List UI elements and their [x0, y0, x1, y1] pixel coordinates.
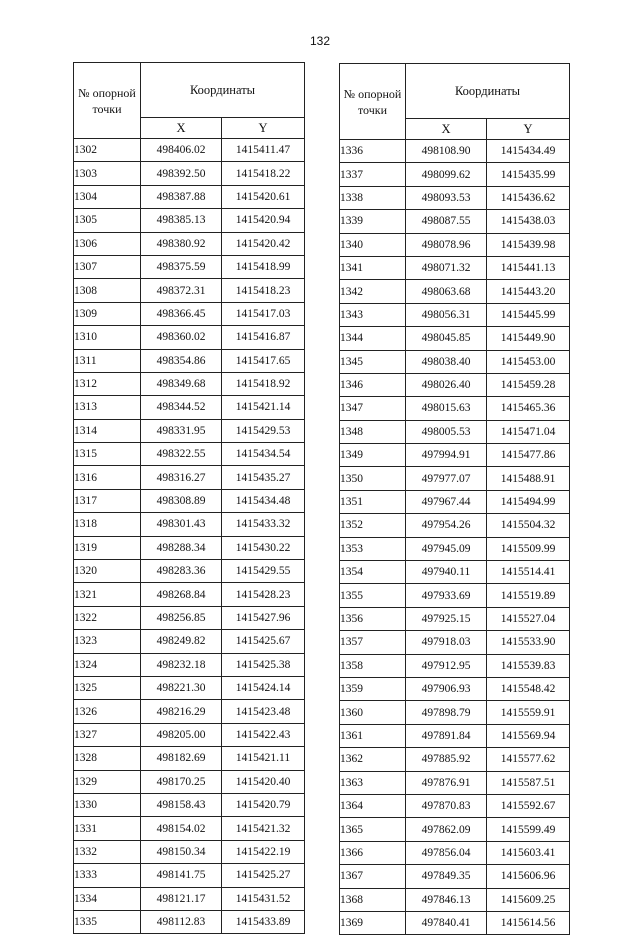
table-row: [340, 514, 570, 537]
y-coordinate-cell: 1415488.91: [487, 467, 570, 490]
point-number-cell: 1324: [74, 653, 141, 676]
table-row: [74, 583, 305, 606]
y-coordinate-cell: 1415519.89: [487, 584, 570, 607]
x-coordinate-cell: 497885.92: [406, 748, 487, 771]
point-number-cell: 1318: [74, 513, 141, 536]
point-number-cell: 1349: [340, 444, 406, 467]
point-number-cell: 1313: [74, 396, 141, 419]
y-coordinate-cell: 1415433.32: [222, 513, 305, 536]
point-number-cell: 1310: [74, 326, 141, 349]
table-row: [74, 349, 305, 372]
point-number-cell: 1330: [74, 793, 141, 816]
table-row: [74, 770, 305, 793]
point-number-cell: 1321: [74, 583, 141, 606]
y-coordinate-cell: 1415418.23: [222, 279, 305, 302]
point-number-cell: 1332: [74, 840, 141, 863]
x-coordinate-cell: 498322.55: [141, 443, 222, 466]
x-coordinate-cell: 497840.41: [406, 911, 487, 934]
x-coordinate-cell: 498268.84: [141, 583, 222, 606]
table-row: [340, 888, 570, 911]
x-coordinate-cell: 497977.07: [406, 467, 487, 490]
point-number-cell: 1364: [340, 794, 406, 817]
y-coordinate-cell: 1415434.54: [222, 443, 305, 466]
y-coordinate-cell: 1415449.90: [487, 327, 570, 350]
point-number-cell: 1366: [340, 841, 406, 864]
y-coordinate-cell: 1415514.41: [487, 561, 570, 584]
x-coordinate-cell: 498063.68: [406, 280, 487, 303]
point-number-cell: 1348: [340, 420, 406, 443]
x-coordinate-cell: 497849.35: [406, 865, 487, 888]
table-row: [340, 186, 570, 209]
y-coordinate-cell: 1415445.99: [487, 303, 570, 326]
y-coordinate-cell: 1415428.23: [222, 583, 305, 606]
point-number-cell: 1320: [74, 560, 141, 583]
table-row: [340, 841, 570, 864]
table-row: [340, 677, 570, 700]
table-row: [74, 443, 305, 466]
table-row: [340, 303, 570, 326]
y-coordinate-cell: 1415429.53: [222, 419, 305, 442]
y-coordinate-cell: 1415421.11: [222, 747, 305, 770]
y-coordinate-cell: 1415417.65: [222, 349, 305, 372]
table-row: [74, 419, 305, 442]
x-coordinate-cell: 497906.93: [406, 677, 487, 700]
table-row: [340, 865, 570, 888]
x-coordinate-cell: 497967.44: [406, 490, 487, 513]
x-coordinate-cell: 498406.02: [141, 139, 222, 162]
x-coordinate-cell: 498182.69: [141, 747, 222, 770]
y-coordinate-cell: 1415471.04: [487, 420, 570, 443]
table-row: [340, 327, 570, 350]
header-y: Y: [222, 118, 305, 139]
table-row: [340, 561, 570, 584]
x-coordinate-cell: 498344.52: [141, 396, 222, 419]
point-number-cell: 1327: [74, 723, 141, 746]
x-coordinate-cell: 498372.31: [141, 279, 222, 302]
table-row: [74, 840, 305, 863]
table-row: [74, 279, 305, 302]
table-row: [74, 653, 305, 676]
point-number-cell: 1337: [340, 163, 406, 186]
y-coordinate-cell: 1415477.86: [487, 444, 570, 467]
header-point-number: № опорной точки: [74, 63, 141, 139]
point-number-cell: 1356: [340, 607, 406, 630]
y-coordinate-cell: 1415423.48: [222, 700, 305, 723]
x-coordinate-cell: 498005.53: [406, 420, 487, 443]
x-coordinate-cell: 498205.00: [141, 723, 222, 746]
point-number-cell: 1343: [340, 303, 406, 326]
table-row: [74, 396, 305, 419]
y-coordinate-cell: 1415422.19: [222, 840, 305, 863]
x-coordinate-cell: 498150.34: [141, 840, 222, 863]
point-number-cell: 1360: [340, 701, 406, 724]
point-number-cell: 1312: [74, 372, 141, 395]
x-coordinate-cell: 497994.91: [406, 444, 487, 467]
x-coordinate-cell: 498221.30: [141, 676, 222, 699]
y-coordinate-cell: 1415438.03: [487, 210, 570, 233]
table-row: [340, 140, 570, 163]
table-row: [74, 302, 305, 325]
y-coordinate-cell: 1415416.87: [222, 326, 305, 349]
y-coordinate-cell: 1415420.42: [222, 232, 305, 255]
table-row: [74, 606, 305, 629]
point-number-cell: 1309: [74, 302, 141, 325]
table-row: [340, 397, 570, 420]
table-row: [340, 724, 570, 747]
point-number-cell: 1302: [74, 139, 141, 162]
x-coordinate-cell: 498301.43: [141, 513, 222, 536]
x-coordinate-cell: 497925.15: [406, 607, 487, 630]
x-coordinate-cell: 498026.40: [406, 373, 487, 396]
table-row: [74, 513, 305, 536]
table-row: [340, 373, 570, 396]
x-coordinate-cell: 497912.95: [406, 654, 487, 677]
x-coordinate-cell: 498099.62: [406, 163, 487, 186]
table-row: [74, 255, 305, 278]
y-coordinate-cell: 1415431.52: [222, 887, 305, 910]
y-coordinate-cell: 1415609.25: [487, 888, 570, 911]
coordinates-table-right: [339, 63, 570, 935]
point-number-cell: 1316: [74, 466, 141, 489]
y-coordinate-cell: 1415418.22: [222, 162, 305, 185]
header-x: X: [141, 118, 222, 139]
x-coordinate-cell: 497940.11: [406, 561, 487, 584]
header-coordinates: Координаты: [141, 63, 305, 118]
point-number-cell: 1305: [74, 209, 141, 232]
x-coordinate-cell: 498015.63: [406, 397, 487, 420]
point-number-cell: 1304: [74, 185, 141, 208]
y-coordinate-cell: 1415418.99: [222, 255, 305, 278]
table-row: [340, 256, 570, 279]
table-row: [340, 771, 570, 794]
point-number-cell: 1347: [340, 397, 406, 420]
table-row: [340, 794, 570, 817]
y-coordinate-cell: 1415425.27: [222, 864, 305, 887]
table-row: [340, 537, 570, 560]
point-number-cell: 1353: [340, 537, 406, 560]
point-number-cell: 1335: [74, 910, 141, 933]
point-number-cell: 1315: [74, 443, 141, 466]
x-coordinate-cell: 497856.04: [406, 841, 487, 864]
y-coordinate-cell: 1415614.56: [487, 911, 570, 934]
table-row: [74, 326, 305, 349]
table-row: [74, 372, 305, 395]
page-number: 132: [309, 34, 331, 48]
point-number-cell: 1308: [74, 279, 141, 302]
point-number-cell: 1350: [340, 467, 406, 490]
point-number-cell: 1306: [74, 232, 141, 255]
x-coordinate-cell: 498038.40: [406, 350, 487, 373]
table-row: [74, 209, 305, 232]
table-row: [74, 864, 305, 887]
point-number-cell: 1341: [340, 256, 406, 279]
point-number-cell: 1352: [340, 514, 406, 537]
x-coordinate-cell: 498354.86: [141, 349, 222, 372]
point-number-cell: 1358: [340, 654, 406, 677]
point-number-cell: 1361: [340, 724, 406, 747]
y-coordinate-cell: 1415606.96: [487, 865, 570, 888]
y-coordinate-cell: 1415577.62: [487, 748, 570, 771]
table-row: [74, 162, 305, 185]
y-coordinate-cell: 1415441.13: [487, 256, 570, 279]
table-row: [74, 723, 305, 746]
table-row: [74, 747, 305, 770]
x-coordinate-cell: 498331.95: [141, 419, 222, 442]
x-coordinate-cell: 497898.79: [406, 701, 487, 724]
y-coordinate-cell: 1415603.41: [487, 841, 570, 864]
table-row: [340, 280, 570, 303]
table-row: [340, 607, 570, 630]
point-number-cell: 1331: [74, 817, 141, 840]
x-coordinate-cell: 498087.55: [406, 210, 487, 233]
y-coordinate-cell: 1415425.38: [222, 653, 305, 676]
x-coordinate-cell: 498056.31: [406, 303, 487, 326]
y-coordinate-cell: 1415559.91: [487, 701, 570, 724]
y-coordinate-cell: 1415443.20: [487, 280, 570, 303]
y-coordinate-cell: 1415420.40: [222, 770, 305, 793]
y-coordinate-cell: 1415494.99: [487, 490, 570, 513]
x-coordinate-cell: 498249.82: [141, 630, 222, 653]
header-point-number: № опорной точки: [340, 64, 406, 140]
point-number-cell: 1357: [340, 631, 406, 654]
point-number-cell: 1363: [340, 771, 406, 794]
point-number-cell: 1359: [340, 677, 406, 700]
x-coordinate-cell: 497870.83: [406, 794, 487, 817]
point-number-cell: 1307: [74, 255, 141, 278]
y-coordinate-cell: 1415539.83: [487, 654, 570, 677]
table-row: [340, 748, 570, 771]
y-coordinate-cell: 1415420.61: [222, 185, 305, 208]
y-coordinate-cell: 1415435.99: [487, 163, 570, 186]
x-coordinate-cell: 498316.27: [141, 466, 222, 489]
point-number-cell: 1336: [340, 140, 406, 163]
x-coordinate-cell: 497846.13: [406, 888, 487, 911]
x-coordinate-cell: 498112.83: [141, 910, 222, 933]
y-coordinate-cell: 1415459.28: [487, 373, 570, 396]
point-number-cell: 1323: [74, 630, 141, 653]
x-coordinate-cell: 498283.36: [141, 560, 222, 583]
y-coordinate-cell: 1415439.98: [487, 233, 570, 256]
y-coordinate-cell: 1415411.47: [222, 139, 305, 162]
x-coordinate-cell: 498093.53: [406, 186, 487, 209]
point-number-cell: 1367: [340, 865, 406, 888]
table-row: [340, 631, 570, 654]
table-row: [340, 210, 570, 233]
table-row: [340, 444, 570, 467]
y-coordinate-cell: 1415509.99: [487, 537, 570, 560]
x-coordinate-cell: 498256.85: [141, 606, 222, 629]
point-number-cell: 1322: [74, 606, 141, 629]
point-number-cell: 1345: [340, 350, 406, 373]
point-number-cell: 1334: [74, 887, 141, 910]
table-row: [340, 163, 570, 186]
y-coordinate-cell: 1415420.79: [222, 793, 305, 816]
table-row: [340, 584, 570, 607]
table-row: [340, 233, 570, 256]
x-coordinate-cell: 498045.85: [406, 327, 487, 350]
y-coordinate-cell: 1415599.49: [487, 818, 570, 841]
point-number-cell: 1339: [340, 210, 406, 233]
point-number-cell: 1329: [74, 770, 141, 793]
table-row: [340, 654, 570, 677]
point-number-cell: 1354: [340, 561, 406, 584]
y-coordinate-cell: 1415418.92: [222, 372, 305, 395]
point-number-cell: 1344: [340, 327, 406, 350]
x-coordinate-cell: 498121.17: [141, 887, 222, 910]
y-coordinate-cell: 1415436.62: [487, 186, 570, 209]
x-coordinate-cell: 497933.69: [406, 584, 487, 607]
y-coordinate-cell: 1415421.32: [222, 817, 305, 840]
x-coordinate-cell: 498308.89: [141, 489, 222, 512]
x-coordinate-cell: 497876.91: [406, 771, 487, 794]
table-row: [74, 232, 305, 255]
y-coordinate-cell: 1415427.96: [222, 606, 305, 629]
y-coordinate-cell: 1415548.42: [487, 677, 570, 700]
point-number-cell: 1342: [340, 280, 406, 303]
x-coordinate-cell: 498170.25: [141, 770, 222, 793]
y-coordinate-cell: 1415569.94: [487, 724, 570, 747]
coordinates-table-left: [73, 62, 305, 934]
y-coordinate-cell: 1415420.94: [222, 209, 305, 232]
point-number-cell: 1362: [340, 748, 406, 771]
table-row: [74, 910, 305, 933]
x-coordinate-cell: 498232.18: [141, 653, 222, 676]
x-coordinate-cell: 498154.02: [141, 817, 222, 840]
x-coordinate-cell: 498108.90: [406, 140, 487, 163]
header-coordinates: Координаты: [406, 64, 570, 119]
x-coordinate-cell: 498141.75: [141, 864, 222, 887]
point-number-cell: 1328: [74, 747, 141, 770]
table-row: [340, 701, 570, 724]
x-coordinate-cell: 497918.03: [406, 631, 487, 654]
point-number-cell: 1317: [74, 489, 141, 512]
x-coordinate-cell: 497862.09: [406, 818, 487, 841]
header-x: X: [406, 119, 487, 140]
y-coordinate-cell: 1415434.48: [222, 489, 305, 512]
table-row: [74, 630, 305, 653]
point-number-cell: 1355: [340, 584, 406, 607]
point-number-cell: 1319: [74, 536, 141, 559]
y-coordinate-cell: 1415453.00: [487, 350, 570, 373]
point-number-cell: 1326: [74, 700, 141, 723]
y-coordinate-cell: 1415434.49: [487, 140, 570, 163]
table-row: [74, 536, 305, 559]
table-row: [340, 420, 570, 443]
y-coordinate-cell: 1415587.51: [487, 771, 570, 794]
y-coordinate-cell: 1415421.14: [222, 396, 305, 419]
y-coordinate-cell: 1415424.14: [222, 676, 305, 699]
y-coordinate-cell: 1415430.22: [222, 536, 305, 559]
x-coordinate-cell: 498158.43: [141, 793, 222, 816]
x-coordinate-cell: 498385.13: [141, 209, 222, 232]
point-number-cell: 1333: [74, 864, 141, 887]
y-coordinate-cell: 1415425.67: [222, 630, 305, 653]
x-coordinate-cell: 498288.34: [141, 536, 222, 559]
y-coordinate-cell: 1415592.67: [487, 794, 570, 817]
point-number-cell: 1340: [340, 233, 406, 256]
x-coordinate-cell: 498071.32: [406, 256, 487, 279]
table-row: [74, 700, 305, 723]
table-row: [74, 793, 305, 816]
table-row: [74, 676, 305, 699]
y-coordinate-cell: 1415504.32: [487, 514, 570, 537]
x-coordinate-cell: 498078.96: [406, 233, 487, 256]
point-number-cell: 1346: [340, 373, 406, 396]
x-coordinate-cell: 498387.88: [141, 185, 222, 208]
x-coordinate-cell: 498392.50: [141, 162, 222, 185]
table-row: [74, 466, 305, 489]
point-number-cell: 1325: [74, 676, 141, 699]
x-coordinate-cell: 497954.26: [406, 514, 487, 537]
x-coordinate-cell: 498360.02: [141, 326, 222, 349]
table-row: [74, 560, 305, 583]
y-coordinate-cell: 1415527.04: [487, 607, 570, 630]
table-row: [74, 489, 305, 512]
table-row: [74, 185, 305, 208]
x-coordinate-cell: 498375.59: [141, 255, 222, 278]
y-coordinate-cell: 1415435.27: [222, 466, 305, 489]
point-number-cell: 1338: [340, 186, 406, 209]
point-number-cell: 1311: [74, 349, 141, 372]
x-coordinate-cell: 497945.09: [406, 537, 487, 560]
x-coordinate-cell: 498216.29: [141, 700, 222, 723]
x-coordinate-cell: 498380.92: [141, 232, 222, 255]
y-coordinate-cell: 1415465.36: [487, 397, 570, 420]
table-row: [74, 139, 305, 162]
table-row: [340, 350, 570, 373]
point-number-cell: 1365: [340, 818, 406, 841]
point-number-cell: 1369: [340, 911, 406, 934]
point-number-cell: 1314: [74, 419, 141, 442]
table-row: [340, 818, 570, 841]
table-row: [340, 467, 570, 490]
y-coordinate-cell: 1415429.55: [222, 560, 305, 583]
point-number-cell: 1303: [74, 162, 141, 185]
y-coordinate-cell: 1415422.43: [222, 723, 305, 746]
x-coordinate-cell: 497891.84: [406, 724, 487, 747]
table-row: [74, 817, 305, 840]
x-coordinate-cell: 498366.45: [141, 302, 222, 325]
x-coordinate-cell: 498349.68: [141, 372, 222, 395]
y-coordinate-cell: 1415533.90: [487, 631, 570, 654]
y-coordinate-cell: 1415417.03: [222, 302, 305, 325]
table-row: [340, 490, 570, 513]
point-number-cell: 1351: [340, 490, 406, 513]
table-row: [74, 887, 305, 910]
point-number-cell: 1368: [340, 888, 406, 911]
header-y: Y: [487, 119, 570, 140]
y-coordinate-cell: 1415433.89: [222, 910, 305, 933]
table-row: [340, 911, 570, 934]
